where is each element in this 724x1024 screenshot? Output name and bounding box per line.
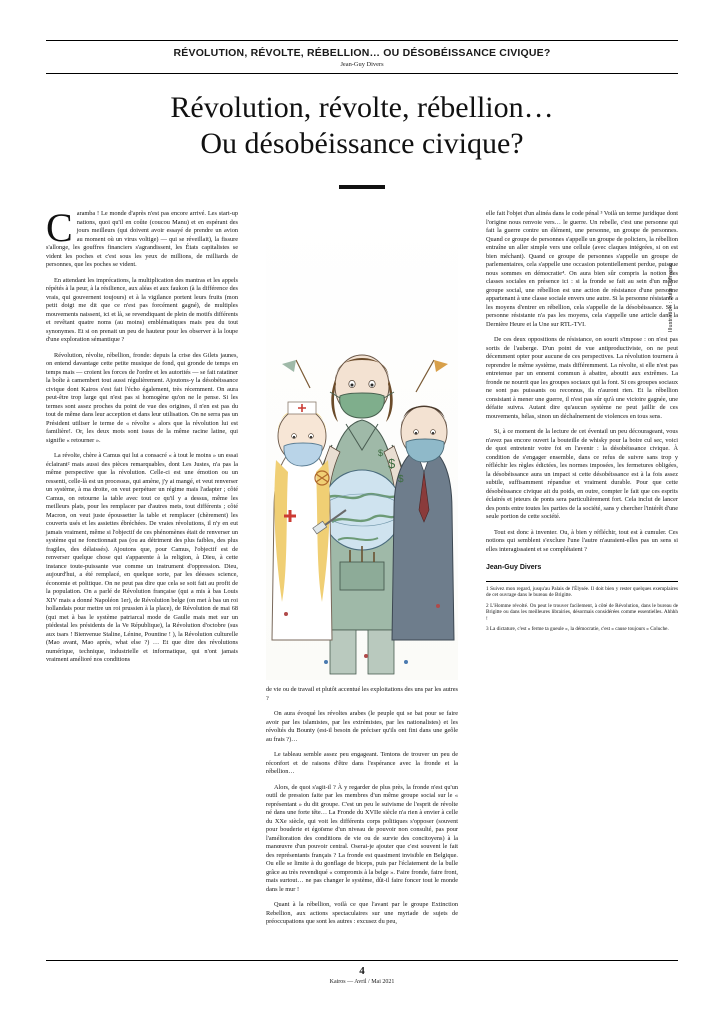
page-footer xyxy=(46,960,678,985)
footnote: 1 Suivez mon regard, jusqu'au Palais de l'Élysée. Il doit bien y rester quelques exemplaires de cet ouvrage dans le bureau de Brigitte. xyxy=(486,585,678,599)
paragraph: Tout est donc à inventer. Ou, à bien y réfléchir, tout est à cumuler. Ces notions qui semblent s'exclure l'une l'autre n'auraient-elles pas un sens si elles interagissaient et se complétaient ? xyxy=(486,528,678,553)
paragraph: La révolte, chère à Camus qui lui a consacré « à tout le moins » un essai éclairant² mais aussi des pièces remarquables, dont Les Justes, n'a pas la même perspective que la révolution. Celle-ci est une émotion ou un ressenti, celle-là est un processus, qui amène, j'y ai mangé, et veut renverser un système, à ma droite, on veut perpétuer un régime mais l'adapter ; côté Camus, on retourne la table avec tout ce qu'il y a dessus, même les meilleurs plats, pour les remplacer par d'autres mets, tout différents ; côté Macron, on veut juste époussetter la table et remplacer (chèrement) les couverts usés et les assiettes ébréchées. De vraies révolutions, il n'y en eut jamais vraiment, même si l'objectif de ces phénomènes était de renverser un système qui ne fonctionnait pas (ou au détriment des plus faibles, des plus fragiles, des délaissés). Ajoutons que, pour Camus, l'objectif est de renverser quelque chose qui s'apparente à la religion, à Dieu, à cette instance toute-puissante vue comme un instrument d'oppression. Dieu, aujourd'hui, a été remplacé, en quelque sorte, par les déesses science, économie et politique. On ne peut pas dire que cela se soit fait au profit de la population. On a parlé de Révolution française (qui a mis à bas Louis XIV mais a donné Napoléon 1er), de Révolution belge (on met à bas un roi hollandais pour mettre un roi prussien à la place), de Révolution de mai 68 (qui met à bas le système patriarcal mode de Gaulle mais met sur un piédestal les présidents de la Ve République), la Révolution d'octobre (sus aux tsars ! Bienvenue Staline, Lénine, Pountine ! ), la Révolution culturelle (Mao avant, Mao après, what else ?) … Et que dire des révolutions numérique, technique, industrielle et informatique, qui n'ont jamais vraiment amélioré nos conditions xyxy=(46,452,238,663)
paragraph: elle fait l'objet d'un alinéa dans le code pénal ³ Voilà un terme juridique dont l'origine nous renvoie vers… le guerre. Un rebelle, c'est une personne qui fait la guerre contre un élément, une personne, un groupe de personnes. Quand ce groupe de personnes s'appelle un groupe de policiers, la rébellion entraîne un aller simple vers une cellule (avec claques intégrées, si on est bien méchant). Quand ce groupe de personnes s'appelle un groupe de parlementaires, cela s'appelle une occasion potentiellement perdue, puisque nous sommes en démocratie⁴. On aura bien sûr compris la notion des classes sociales en présence ici : si la fronde se fait au sein d'un même groupe social, une rébellion est une action de résistance d'une personne appartenant à une classe sociale envers une autre. Si la personne résistante a les moyens d'entrer en rébellion, cela s'appelle de la désobéissance. Si la personne résistante n'a pas les moyens, cela s'appelle une article dans la Dernière Heure et la Une sur RTL-TVI. xyxy=(486,210,678,328)
illustration-credit: Illustration : Julie Dufrasne xyxy=(668,262,674,332)
author-signature: Jean-Guy Divers xyxy=(486,564,542,571)
paragraph: Le tableau semble assez peu engageant. Tentons de trouver un peu de réconfort et de raisons d'être dans l'espérance avec la fronde et la rébellion… xyxy=(266,751,458,775)
article-title-line1: Révolution, révolte, rébellion… xyxy=(170,91,554,124)
svg-text:$: $ xyxy=(398,474,404,485)
header-kicker: RÉVOLUTION, RÉVOLTE, RÉBELLION… OU DÉSOBÉISSANCE CIVIQUE? xyxy=(173,47,551,59)
paragraph: Caramba ! Le monde d'après n'est pas encore arrivé. Les start-up nations, quoi qu'il en coûte (coucou Manu) et en espérant des jours meilleurs (qui doivent avoir essayé de prendre un avion au moment où un virus voltige) — qui se réveillait), la fissure s'allonge, les gouffres financiers s'agrandissent, les États capitalistes se vident les poches et c'est sous les yeux de millions, de milliards de personnes, que les poches se vident. xyxy=(46,205,238,268)
page-header xyxy=(46,40,678,74)
title-divider xyxy=(339,185,385,189)
paragraph: Révolution, révolte, rébellion, fronde: depuis la crise des Gilets jaunes, on entend davantage cette petite musique de fond, qui gronde de temps en temps mais — croient les forces de l'ordre et les autorités — se fait ratatiner la boîte à camembert tout aussi régulièrement. Ajoutons-y la désobéissance civique dont Kairos s'est fait l'écho également, très récemment. On aura peut-être trop large qui n'est pas si homogène qu'on ne le pense. Si les termes sont assez proches du point de vue des origines, il n'en est pas du tout de même dans leur acception et dans leur utilisation. On ne serra pas un Président utiliser le terme de « révolte » alors que la révolution lui est familière!. Or, les deux mots sont issus de la même racine latine, qui signifie « retourner ». xyxy=(46,351,238,444)
article-title-line2: Ou désobéissance civique? xyxy=(200,127,524,160)
footer-meta: Kairos — Avril / Mai 2021 xyxy=(329,979,395,985)
header-byline: Jean-Guy Divers xyxy=(340,61,384,68)
page-number: 4 xyxy=(359,965,365,977)
svg-text:$: $ xyxy=(388,456,396,471)
footnote: 2 L'Homme révolté. On peut le trouver facilement, à côté de Révolution, dans le bureau de Brigitte ou dans les meilleures librairies, désormais considérées comme essentielles. Ahhhh ! xyxy=(486,602,678,622)
footnote: 3 La dictature, c'est « ferme ta gueule », la démocratie, c'est « cause toujours » Coluche. xyxy=(486,626,669,633)
paragraph: Si, à ce moment de la lecture de cet éventail un peu décourageant, vous n'avez pas encore ouvert la bouteille de whisky pour la boire cul sec, voici de quoi entretenir votre foi en l'avenir : la désobéissance civique. À condition de s'engager ensemble, dans ce refus de suivre sans trop y réfléchir les règles édictées, les normes imposées, les fermetures obligées, la désobéissance aura un impact si cette désobéissance est à la fois assez subtile, suffisamment répandue et vraiment durable. Pour que cette désobéissance civique ait du poids, en outre, compter le fait que ces esprits éclairés et jeteurs de ponts sera particulièrement fort. Cela inclut de lancer des ponts entre toutes les parties de la société, sans y chercher l'intérêt d'une seule portion de cette société. xyxy=(486,428,678,520)
article-columns xyxy=(46,205,679,955)
paragraph: On aura évoqué les révoltes arabes (le peuple qui se bat pour se faire avoir par les islamistes, par les extrémistes, par les nationalistes) et les révoltés du Bounty (est-il besoin de préciser qu'ils ont fini dans une geôle au frais ?)… xyxy=(266,710,458,743)
footnotes xyxy=(486,581,678,634)
article-illustration xyxy=(266,210,458,680)
paragraph: de vie ou de travail et plutôt accentué les exploitations des uns par les autres ? xyxy=(266,686,458,702)
paragraph: Quant à la rébellion, voilà ce que l'avant par le groupe Extinction Rebellion, aux actions spectaculaires sur une myriade de sujets de préoccupations que sont les autres : excusez du peu, xyxy=(266,901,458,925)
column-1 xyxy=(46,205,238,672)
svg-text:$: $ xyxy=(378,448,384,458)
article-title xyxy=(46,90,678,162)
column-2 xyxy=(266,210,458,934)
column-3 xyxy=(486,210,678,637)
paragraph: De ces deux oppositions de résistance, on sourit s'impose : on n'est pas sortis de l'auberge. D'un point de vue antiproductiviste, on ne peut décemment opter pour aucune de ces perspectives. La révolution tournera à reprendre le même système, mais différemment. La révolte, si elle n'est pas entretenue par un ennemi commun à abattre, aboutit aux extrêmes. La fronde ne nourrit que les groupes sociaux qui la font. Si ces groupes sociaux ne sont pas puissants ou reconnus, ils n'auront rien. Et la rébellion consistant à mener une guerre, il n'est pas sûr qu'à une victoire gagnée, une défaite suivra. Autant dire qu'aucun système ne peut jaillir de ces mouvements, hélas, sinon un déchaînement de violences en tous sens. xyxy=(486,336,679,420)
header-rule-bottom xyxy=(46,73,678,74)
paragraph: Alors, de quoi s'agit-il ? À y regarder de plus près, la fronde n'est qu'un outil de pression faite par les membres d'un même groupe social sur le « représentant » du dit groupe. C'est un peu le suivisme de l'esprit de révolte né dans une forte tête… La Fronde du XVIIe siècle n'a rien à envier à celle du XXe siècle, qui voit les différents corps politiques s'opposer (souvent pour bouderie et égoïsme d'un niveau de pouvoir non consulté, pas pour l'amélioration des conditions de vie ou de survie des concitoyens) à la manœuvre d'un pouvoir central. Oserai-je ajouter que c'est souvent le fait des représentants français ? La fronde est quasiment invisible en Belgique. Ou elle se limite à du gonflage de biceps, puis par l'éclatement de la bulle grâce au très revendiqué « compromis à la belge ». Faire fronde, faire front, mais surtout… ne pas changer le système, dût-il faire foncer tout le monde dans le mur ! xyxy=(266,783,458,893)
paragraph: En attendant les imprécations, la multiplication des mantras et les appels répétés à la peur, à la résilience, aux aléas et aux faukon (à la différence des vrais, qui gouvernent toujours) et à la vigilance portent leurs fruits (mon petit doigt me dit que ce n'est pas forcément gagné), de multiples mouvements naissent, ici et là, se revendiquant de plein de motifs différents et revêtant quatre noms (au moins) emblématiques mais peu du tout synonymes. Et si on prenait un peu de hauteur pour les observer à la loupe d'une exploration sémantique ? xyxy=(46,276,238,343)
